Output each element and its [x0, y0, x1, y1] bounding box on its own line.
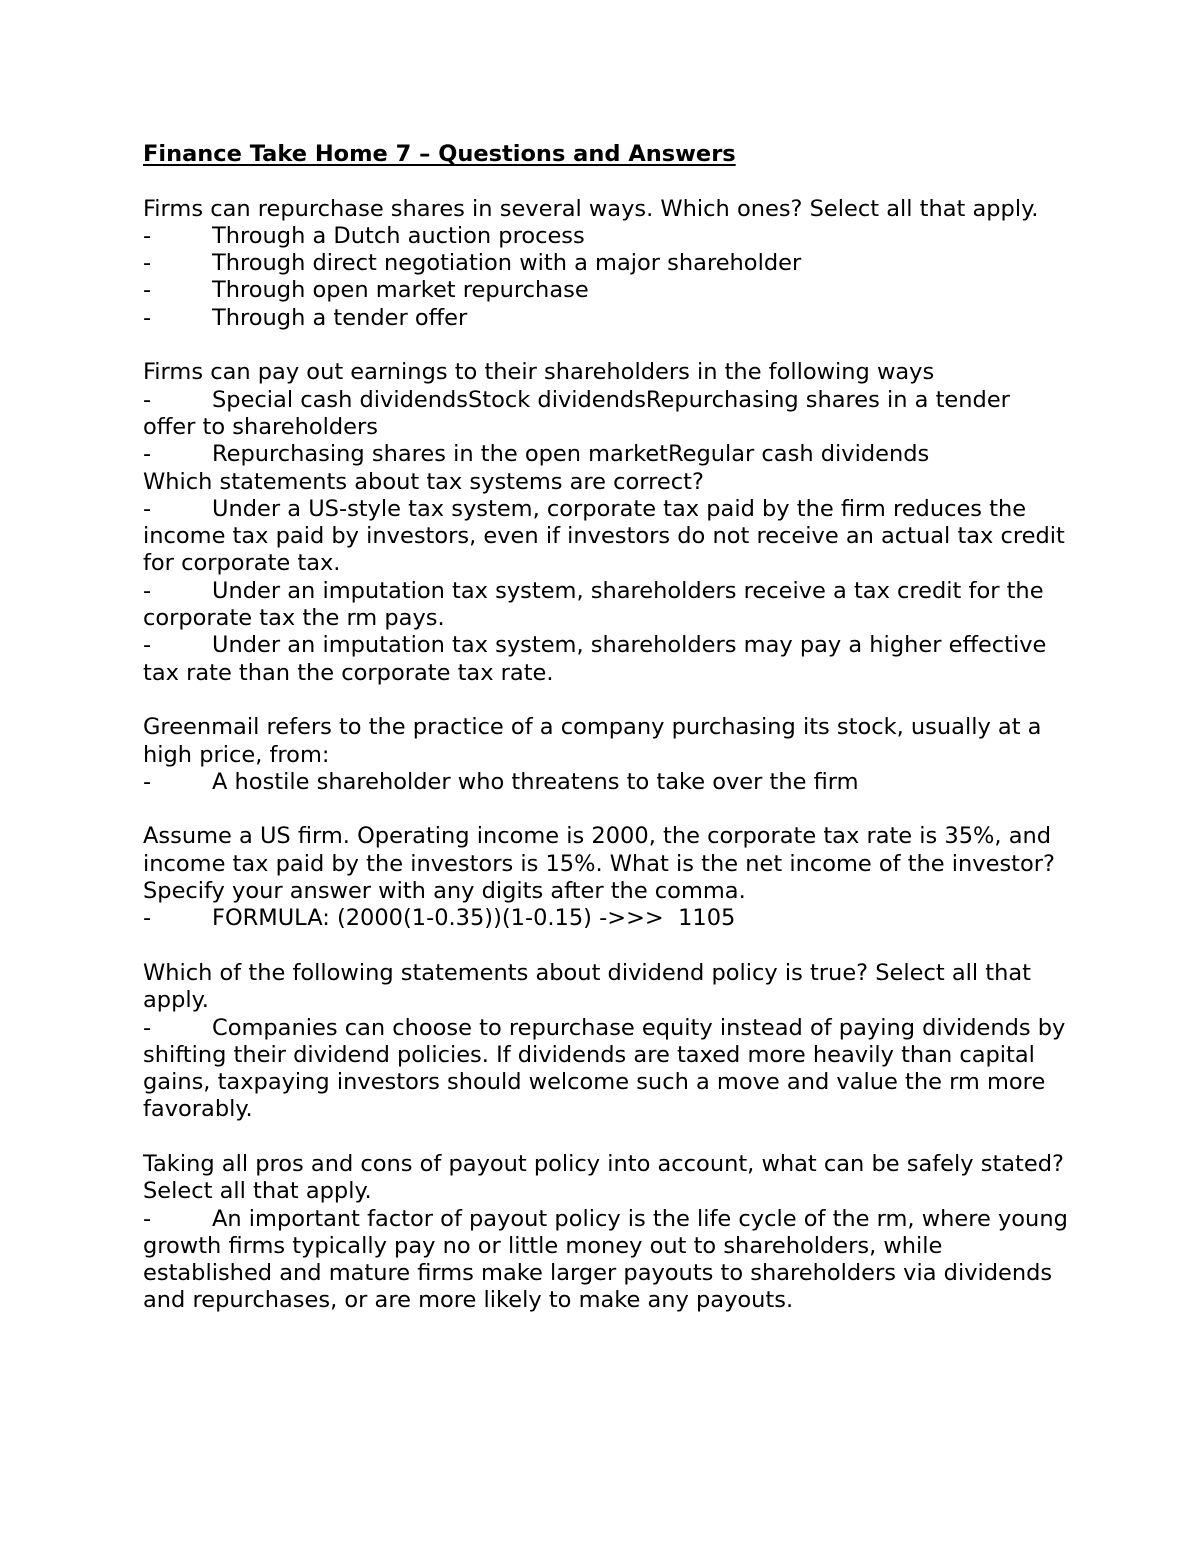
- bullet-dash: -: [143, 250, 152, 277]
- answer-text: Under a US-style tax system, corporate tax paid by the firm reduces the income tax paid by investors, even if investors do not receive an actual tax credit for corporate tax.: [143, 495, 1065, 577]
- qa-section-repurchase-methods: [143, 196, 1068, 332]
- bullet-dash: -: [143, 386, 152, 413]
- answer-item: [143, 305, 1068, 332]
- answer-text: An important factor of payout policy is the life cycle of the rm, where young growth firms typically pay no or little money out to shareholders, while established and mature firms make larger payouts to shareholders via dividends and repurchases, or are more likely to make any payouts.: [143, 1205, 1068, 1314]
- answer-text: Through a tender offer: [212, 304, 468, 331]
- question-text: Assume a US firm. Operating income is 2000, the corporate tax rate is 35%, and income tax paid by the investors is 15%. What is the net income of the investor? Specify your answer with any digits after the comma.: [143, 823, 1055, 905]
- bullet-dash: -: [143, 1205, 152, 1232]
- bullet-dash: -: [143, 441, 152, 468]
- answer-item: [143, 223, 1068, 250]
- question-text: Greenmail refers to the practice of a company purchasing its stock, usually at a high price, from:: [143, 714, 1042, 768]
- question-text: Which statements about tax systems are correct?: [143, 468, 704, 495]
- question-text: Which of the following statements about dividend policy is true? Select all that apply.: [143, 959, 1031, 1014]
- bullet-dash: -: [143, 577, 152, 604]
- answer-item: [143, 277, 1068, 304]
- question-text: Firms can repurchase shares in several ways. Which ones? Select all that apply.: [143, 195, 1039, 222]
- answer-item: [143, 441, 1068, 468]
- qa-section-tax-systems: [143, 469, 1068, 687]
- answer-text: Through a Dutch auction process: [212, 222, 585, 249]
- answer-text: A hostile shareholder who threatens to take over the firm: [212, 768, 859, 795]
- answer-text: Companies can choose to repurchase equity instead of paying dividends by shifting their dividend policies. If dividends are taxed more heavily than capital gains, taxpaying investors should welcome such a move and value the rm more favorably.: [143, 1014, 1066, 1123]
- bullet-dash: -: [143, 1014, 152, 1041]
- qa-section-payout-ways: [143, 359, 1068, 468]
- answer-item: [143, 250, 1068, 277]
- bullet-dash: -: [143, 905, 152, 932]
- bullet-dash: -: [143, 222, 152, 249]
- answer-item: [143, 1015, 1068, 1124]
- qa-section-payout-pros-cons: [143, 1151, 1068, 1315]
- answer-text: Under an imputation tax system, shareholders may pay a higher effective tax rate than the corporate tax rate.: [143, 632, 1047, 686]
- answer-text: Special cash dividendsStock dividendsRepurchasing shares in a tender offer to shareholders: [143, 386, 1010, 440]
- answer-item: [143, 578, 1068, 633]
- question-text: Firms can pay out earnings to their shareholders in the following ways: [143, 359, 935, 386]
- qa-section-net-income: [143, 823, 1068, 932]
- answer-text: Under an imputation tax system, shareholders receive a tax credit for the corporate tax the rm pays.: [143, 577, 1044, 632]
- bullet-dash: -: [143, 495, 152, 522]
- bullet-dash: -: [143, 304, 152, 331]
- qa-section-greenmail: [143, 714, 1068, 796]
- qa-section-dividend-policy: [143, 960, 1068, 1124]
- answer-text: Through direct negotiation with a major shareholder: [212, 250, 802, 277]
- document-title: Finance Take Home 7 – Questions and Answers: [143, 141, 736, 167]
- bullet-dash: -: [143, 632, 152, 659]
- answer-item: [143, 632, 1068, 687]
- document-body: [143, 141, 1068, 1315]
- question-text: Taking all pros and cons of payout policy into account, what can be safely stated? Select all that apply.: [143, 1150, 1064, 1205]
- answer-item: [143, 387, 1068, 442]
- answer-text: FORMULA: (2000(1-0.35))(1-0.15) ->>> 1105: [212, 905, 736, 932]
- answer-item: [143, 905, 1068, 932]
- bullet-dash: -: [143, 768, 152, 795]
- answer-item: [143, 769, 1068, 796]
- bullet-dash: -: [143, 277, 152, 304]
- answer-item: [143, 1206, 1068, 1315]
- answer-text: Repurchasing shares in the open marketRegular cash dividends: [212, 441, 930, 468]
- answer-text: Through open market repurchase: [212, 277, 589, 304]
- answer-item: [143, 496, 1068, 578]
